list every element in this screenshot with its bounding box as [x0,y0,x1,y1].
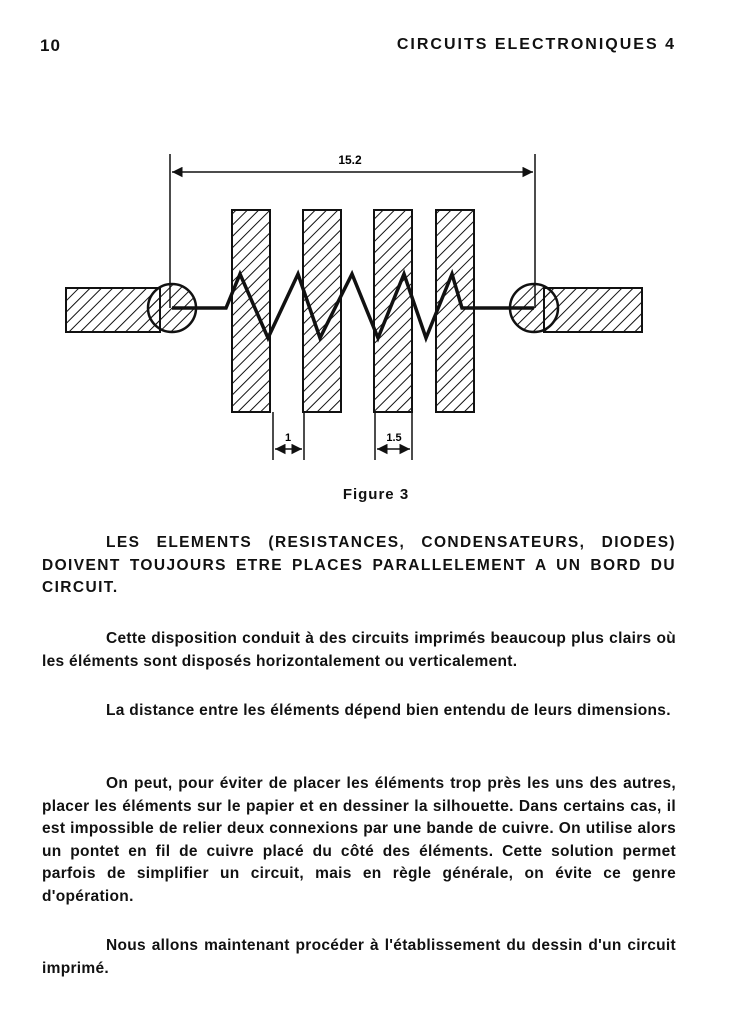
dimension-track-width-label: 1.5 [386,432,402,444]
paragraph-3: La distance entre les éléments dépend bien entendu de leurs dimensions. [106,702,671,719]
dimension-total [170,153,535,308]
figure-caption: Figure 3 [342,486,410,503]
body-paragraph [42,700,676,723]
paragraph-4: On peut, pour éviter de placer les éléments trop près les uns des autres, placer les éléments sur le papier et en dessiner la silhouette. Dans certains cas, il est impossible de relier deux connexions par une bande de cuivre. On utilise alors un pontet en fil de cuivre placé du côté des éléments. Cette solution permet parfois de simplifier un circuit, mais en règle générale, on évite ce genre d'opération. [42,775,676,905]
rule-paragraph [42,532,676,600]
paragraph-5: Nous allons maintenant procéder à l'établissement du dessin d'un circuit imprimé. [42,937,676,977]
dimension-track-gap-label: 1 [284,432,292,444]
dimension-total-label: 15.2 [338,153,362,167]
resistor-zigzag [172,274,534,338]
dimension-track-gap [273,412,304,460]
body-paragraph [42,628,676,673]
copper-track [436,210,474,412]
running-title: CIRCUITS ELECTRONIQUES 4 [396,36,676,53]
body-paragraph [42,773,676,908]
dimension-track-width [375,412,412,460]
paragraph-1: LES ELEMENTS (RESISTANCES, CONDENSATEURS, DIODES) DOIVENT TOUJOURS ETRE PLACES PARALLELEMENT A UN BORD DU CIRCUIT. [42,534,676,596]
page-number: 10 [40,36,61,55]
figure-3-drawing [0,140,752,480]
figure-3 [0,140,752,480]
copper-track [374,210,412,412]
body-paragraph [42,935,676,980]
paragraph-2: Cette disposition conduit à des circuits imprimés beaucoup plus clairs où les éléments sont disposés horizontalement ou verticalement. [42,630,676,670]
copper-track [232,210,270,412]
